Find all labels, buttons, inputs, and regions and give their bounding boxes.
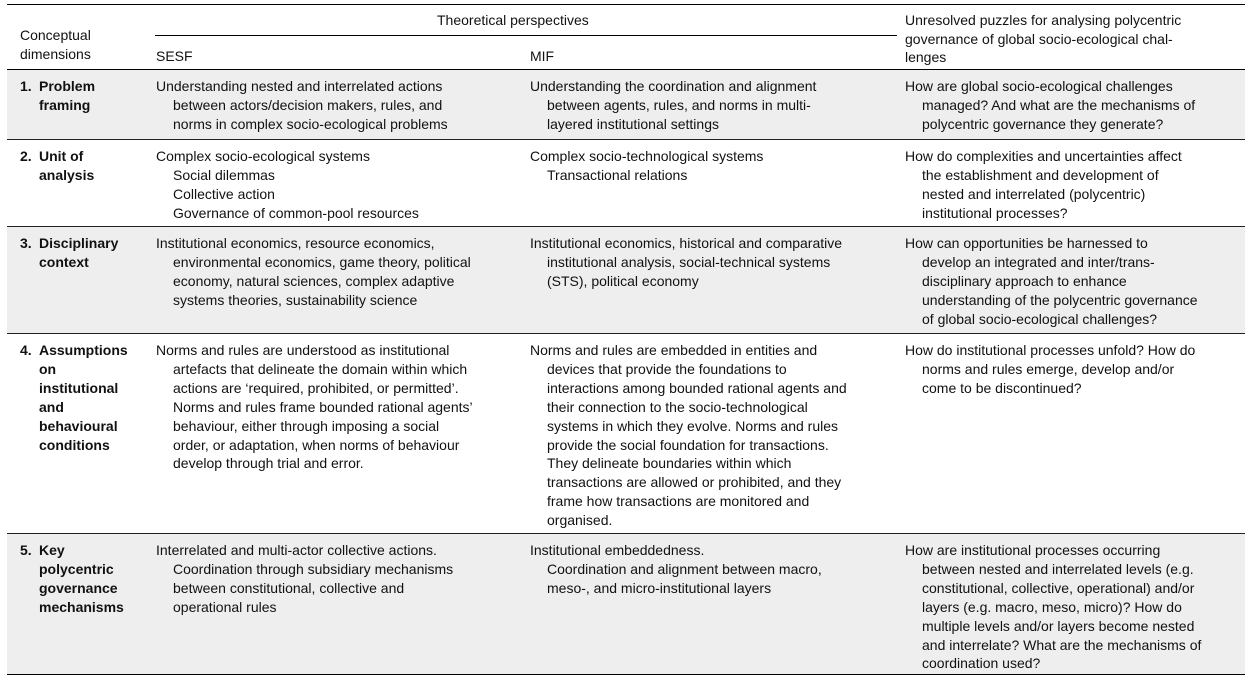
sesf-line: Complex socio-ecological systems bbox=[156, 148, 370, 164]
dimension-line: behavioural bbox=[39, 417, 118, 434]
sesf-line: between actors/decision makers, rules, and bbox=[173, 96, 443, 113]
puzzle-line: and interrelate? What are the mechanisms of bbox=[922, 636, 1202, 653]
mif-line: between agents, rules, and norms in multi- bbox=[547, 96, 811, 113]
dimension-line: mechanisms bbox=[39, 598, 124, 615]
sesf-line: develop through trial and error. bbox=[173, 455, 364, 472]
header-subrule bbox=[155, 35, 897, 36]
row-mif bbox=[530, 147, 890, 185]
puzzle-line: coordination used? bbox=[922, 655, 1041, 672]
sesf-line: Social dilemmas bbox=[173, 166, 275, 183]
puzzle-line: of global socio-ecological challenges? bbox=[922, 310, 1158, 327]
row-number: 2. bbox=[20, 148, 32, 164]
row-puzzle bbox=[905, 234, 1240, 329]
dimension-line: Key bbox=[39, 542, 65, 558]
mif-line: (STS), political economy bbox=[547, 272, 699, 289]
table-row bbox=[7, 227, 1245, 334]
row-dimension bbox=[20, 77, 145, 115]
dimension-line: governance bbox=[39, 579, 118, 596]
table-row bbox=[7, 534, 1245, 675]
table-header bbox=[7, 5, 1245, 70]
mif-line: transactions are allowed or prohibited, and they bbox=[547, 474, 842, 491]
row-number: 3. bbox=[20, 235, 32, 251]
sesf-line: operational rules bbox=[173, 598, 277, 615]
puzzle-line: multiple levels and/or layers become nested bbox=[922, 617, 1195, 634]
sesf-line: Collective action bbox=[173, 185, 275, 202]
puzzle-line: come to be discontinued? bbox=[922, 379, 1082, 396]
puzzle-line: nested and interrelated (polycentric) bbox=[922, 185, 1146, 202]
puzzle-line: constitutional, collective, operational) and/or bbox=[922, 579, 1195, 596]
mif-line: They delineate boundaries within which bbox=[547, 455, 792, 472]
header-dim-line: dimensions bbox=[20, 45, 91, 62]
row-dimension bbox=[20, 147, 145, 185]
mif-line: their connection to the socio-technological bbox=[547, 398, 808, 415]
row-number: 5. bbox=[20, 542, 32, 558]
header-puzzle-line: Unresolved puzzles for analysing polycentric bbox=[905, 12, 1182, 28]
dimension-line: polycentric bbox=[39, 560, 114, 577]
mif-line: meso-, and micro-institutional layers bbox=[547, 579, 772, 596]
dimension-line: Unit of bbox=[39, 148, 84, 164]
row-mif bbox=[530, 77, 890, 134]
mif-line: frame how transactions are monitored and bbox=[547, 493, 810, 510]
header-theoretical-perspectives: Theoretical perspectives bbox=[437, 12, 589, 28]
mif-line: layered institutional settings bbox=[547, 115, 719, 132]
dimension-line: framing bbox=[39, 96, 91, 113]
row-sesf bbox=[156, 234, 516, 310]
header-sesf: SESF bbox=[156, 48, 193, 64]
mif-line: Coordination and alignment between macro, bbox=[547, 560, 822, 577]
mif-line: organised. bbox=[547, 512, 613, 529]
row-dimension bbox=[20, 341, 145, 454]
sesf-line: between constitutional, collective and bbox=[173, 579, 405, 596]
header-puzzle-line: governance of global socio-ecological chal- bbox=[905, 30, 1173, 47]
dimension-line: analysis bbox=[39, 166, 95, 183]
row-sesf bbox=[156, 341, 516, 473]
dimension-line: and bbox=[39, 398, 64, 415]
row-mif bbox=[530, 234, 890, 291]
comparison-table bbox=[7, 4, 1245, 675]
row-number: 1. bbox=[20, 78, 32, 94]
puzzle-line: layers (e.g. macro, meso, micro)? How do bbox=[922, 598, 1182, 615]
puzzle-line: How do institutional processes unfold? How do bbox=[905, 342, 1196, 358]
puzzle-line: norms and rules emerge, develop and/or bbox=[922, 360, 1175, 377]
row-sesf bbox=[156, 541, 516, 617]
row-puzzle bbox=[905, 77, 1240, 134]
sesf-line: behaviour, either through imposing a social bbox=[173, 417, 440, 434]
dimension-line: on bbox=[39, 360, 57, 377]
mif-line: institutional analysis, social-technical systems bbox=[547, 253, 831, 270]
table-row bbox=[7, 140, 1245, 227]
row-puzzle bbox=[905, 541, 1240, 673]
row-number: 4. bbox=[20, 342, 32, 358]
header-puzzle-line: lenges bbox=[905, 49, 947, 65]
sesf-line: Norms and rules frame bounded rational agents’ bbox=[173, 398, 473, 415]
mif-line: Transactional relations bbox=[547, 166, 688, 183]
sesf-line: actions are ‘required, prohibited, or permitted’. bbox=[173, 379, 459, 396]
sesf-line: Norms and rules are understood as institutional bbox=[156, 342, 450, 358]
row-puzzle bbox=[905, 341, 1240, 398]
table-row bbox=[7, 70, 1245, 140]
sesf-line: economy, natural sciences, complex adaptive bbox=[173, 272, 455, 289]
puzzle-line: understanding of the polycentric governance bbox=[922, 291, 1198, 308]
dimension-line: Problem bbox=[39, 78, 96, 94]
dimension-line: Assumptions bbox=[39, 342, 128, 358]
header-unresolved-puzzles bbox=[905, 11, 1240, 67]
row-dimension bbox=[20, 541, 145, 617]
mif-line: Complex socio-technological systems bbox=[530, 148, 764, 164]
sesf-line: order, or adaptation, when norms of behaviour bbox=[173, 436, 460, 453]
row-mif bbox=[530, 541, 890, 598]
puzzle-line: How can opportunities be harnessed to bbox=[905, 235, 1148, 251]
puzzle-line: the establishment and development of bbox=[922, 166, 1159, 183]
dimension-line: institutional bbox=[39, 379, 119, 396]
table-row bbox=[7, 334, 1245, 534]
sesf-line: norms in complex socio-ecological problems bbox=[173, 115, 448, 132]
mif-line: Understanding the coordination and alignment bbox=[530, 78, 817, 94]
puzzle-line: develop an integrated and inter/trans- bbox=[922, 253, 1155, 270]
mif-line: Norms and rules are embedded in entities and bbox=[530, 342, 818, 358]
puzzle-line: disciplinary approach to enhance bbox=[922, 272, 1127, 289]
dimension-line: conditions bbox=[39, 436, 110, 453]
mif-line: provide the social foundation for transactions. bbox=[547, 436, 829, 453]
dimension-line: Disciplinary bbox=[39, 235, 119, 251]
sesf-line: systems theories, sustainability science bbox=[173, 291, 418, 308]
mif-line: systems in which they evolve. Norms and rules bbox=[547, 417, 838, 434]
sesf-line: Governance of common-pool resources bbox=[173, 204, 419, 221]
mif-line: interactions among bounded rational agents and bbox=[547, 379, 847, 396]
header-conceptual-dimensions bbox=[20, 26, 150, 63]
puzzle-line: polycentric governance they generate? bbox=[922, 115, 1164, 132]
row-sesf bbox=[156, 77, 516, 134]
mif-line: Institutional economics, historical and comparative bbox=[530, 235, 843, 251]
dimension-line: context bbox=[39, 253, 89, 270]
puzzle-line: managed? And what are the mechanisms of bbox=[922, 96, 1196, 113]
mif-line: Institutional embeddedness. bbox=[530, 542, 705, 558]
puzzle-line: between nested and interrelated levels (e.g. bbox=[922, 560, 1194, 577]
sesf-line: artefacts that delineate the domain within which bbox=[173, 360, 468, 377]
puzzle-line: How are global socio-ecological challenges bbox=[905, 78, 1173, 94]
sesf-line: Interrelated and multi-actor collective actions. bbox=[156, 542, 437, 558]
mif-line: devices that provide the foundations to bbox=[547, 360, 787, 377]
sesf-line: Coordination through subsidiary mechanisms bbox=[173, 560, 454, 577]
sesf-line: Understanding nested and interrelated actions bbox=[156, 78, 443, 94]
puzzle-line: institutional processes? bbox=[922, 204, 1068, 221]
row-dimension bbox=[20, 234, 145, 272]
puzzle-line: How do complexities and uncertainties affect bbox=[905, 148, 1182, 164]
sesf-line: environmental economics, game theory, political bbox=[173, 253, 471, 270]
sesf-line: Institutional economics, resource economics, bbox=[156, 235, 435, 251]
row-puzzle bbox=[905, 147, 1240, 223]
header-dim-line: Conceptual bbox=[20, 27, 91, 43]
row-sesf bbox=[156, 147, 516, 223]
puzzle-line: How are institutional processes occurring bbox=[905, 542, 1161, 558]
header-mif: MIF bbox=[530, 48, 555, 64]
row-mif bbox=[530, 341, 890, 530]
